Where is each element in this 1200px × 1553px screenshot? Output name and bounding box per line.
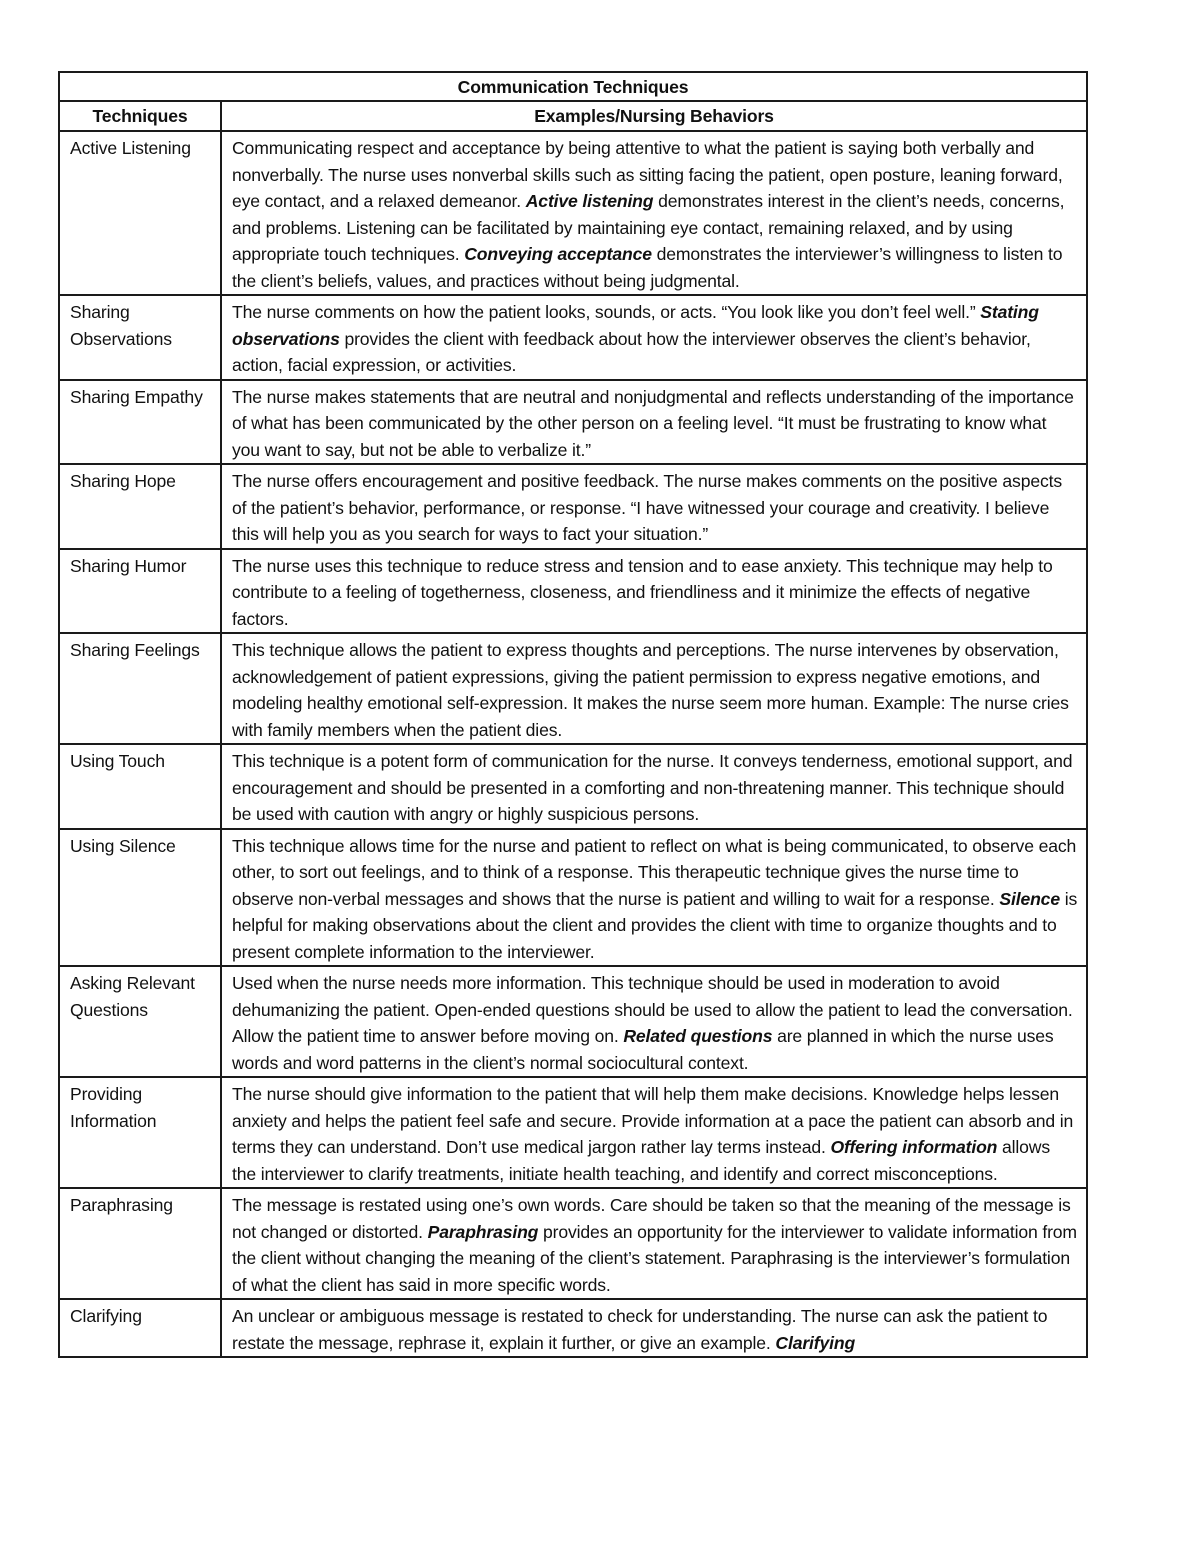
table-row — [59, 829, 1087, 967]
description-segment: allows the interviewer to clarify treatments, initiate health teaching, and identify and correct misconceptions. — [232, 1137, 1050, 1184]
technique-name: Sharing Empathy — [59, 380, 221, 465]
table-row — [59, 131, 1087, 295]
table-title-row — [59, 72, 1087, 101]
description-segment: An unclear or ambiguous message is restated to check for understanding. The nurse can ask the patient to restate the message, rephrase it, explain it further, or give an example. — [232, 1306, 1048, 1353]
technique-description — [221, 549, 1087, 634]
technique-name: Sharing Humor — [59, 549, 221, 634]
description-segment: The nurse makes statements that are neutral and nonjudgmental and reflects understanding of the importance of what has been communicated by the other person on a feeling level. “It must be frustrating to know what you want to say, but not be able to verbalize it.” — [232, 386, 1074, 460]
technique-description — [221, 464, 1087, 549]
description-segment: provides the client with feedback about how the interviewer observes the client’s behavior, action, facial expression, or activities. — [232, 328, 1031, 375]
technique-name: Using Touch — [59, 744, 221, 829]
description-text — [232, 553, 1078, 633]
description-segment: Used when the nurse needs more information. This technique should be used in moderation to avoid dehumanizing the patient. Open-ended questions should be used to allow the patient to lead the conversation. Allow the patient time to answer before moving on. — [232, 973, 1073, 1046]
technique-name: Paraphrasing — [59, 1188, 221, 1299]
table-row — [59, 464, 1087, 549]
description-text — [232, 1081, 1078, 1187]
technique-description — [221, 829, 1087, 967]
technique-name: Providing Information — [59, 1077, 221, 1188]
description-segment: are planned in which the nurse uses words and word patterns in the client’s normal sociocultural context. — [232, 1026, 1054, 1073]
technique-name: Using Silence — [59, 829, 221, 967]
description-segment: demonstrates interest in the client’s needs, concerns, and problems. Listening can be facilitated by maintaining eye contact, remaining relaxed, and by using appropriate touch techniques. — [232, 191, 1065, 264]
table-row — [59, 380, 1087, 465]
description-segment: The message is restated using one’s own words. Care should be taken so that the meaning of the message is not changed or distorted. — [232, 1195, 1071, 1242]
description-segment: is helpful for making observations about the client and provides the client with time to organize thoughts and to present complete information to the interviewer. — [232, 888, 1078, 962]
technique-name: Sharing Feelings — [59, 633, 221, 744]
description-text — [232, 384, 1078, 464]
description-segment: This technique allows time for the nurse and patient to reflect on what is being communicated, to observe each other, to sort out feelings, and to think of a response. This therapeutic technique gives the nurse time to observe non-verbal messages and shows that the nurse is patient and willing to wait for a response. — [232, 835, 1077, 909]
description-text — [232, 468, 1078, 548]
table-row — [59, 966, 1087, 1077]
description-text — [232, 299, 1078, 379]
description-segment: The nurse should give information to the patient that will help them make decisions. Knowledge helps lessen anxiety and helps the patient feel safe and secure. Provide information at a pace the patient can absorb and in terms they can understand. Don’t use medical jargon rather lay terms instead. — [232, 1084, 1074, 1157]
description-text — [232, 1303, 1078, 1356]
description-text — [232, 637, 1078, 743]
technique-description — [221, 633, 1087, 744]
column-header-techniques: Techniques — [59, 101, 221, 131]
description-text — [232, 1192, 1078, 1298]
emphasized-term: Offering information — [830, 1137, 998, 1157]
emphasized-term: Related questions — [623, 1026, 773, 1046]
table-body — [59, 131, 1087, 1357]
emphasized-term: Silence — [999, 888, 1060, 909]
table-row — [59, 1299, 1087, 1357]
description-text — [232, 970, 1078, 1076]
description-segment: This technique allows the patient to express thoughts and perceptions. The nurse intervenes by observation, acknowledgement of patient expressions, giving the patient permission to express negative emotions, and modeling healthy emotional self-expression. It makes the nurse seem more human. Example: The nurse cries with family members when the patient dies. — [232, 640, 1069, 740]
column-header-examples: Examples/Nursing Behaviors — [221, 101, 1087, 131]
emphasized-term: Clarifying — [775, 1332, 856, 1353]
description-text — [232, 135, 1078, 294]
table-row — [59, 1188, 1087, 1299]
emphasized-term: Active listening — [525, 191, 654, 211]
description-segment: The nurse uses this technique to reduce stress and tension and to ease anxiety. This technique may help to contribute to a feeling of togetherness, closeness, and friendliness and it minimize the effects of negative factors. — [232, 555, 1053, 629]
technique-name: Active Listening — [59, 131, 221, 295]
emphasized-term: Paraphrasing — [427, 1221, 539, 1242]
description-segment: The nurse comments on how the patient looks, sounds, or acts. “You look like you don’t feel well.” — [232, 302, 981, 322]
technique-description — [221, 131, 1087, 295]
technique-name: Asking Relevant Questions — [59, 966, 221, 1077]
technique-name: Sharing Observations — [59, 295, 221, 380]
description-segment: Communicating respect and acceptance by being attentive to what the patient is saying both verbally and nonverbally. The nurse uses nonverbal skills such as sitting facing the patient, open posture, leaning forward, eye contact, and a relaxed demeanor. — [232, 138, 1063, 211]
document-page — [58, 71, 1086, 1358]
technique-description — [221, 380, 1087, 465]
technique-name: Sharing Hope — [59, 464, 221, 549]
technique-name: Clarifying — [59, 1299, 221, 1357]
description-segment: The nurse offers encouragement and positive feedback. The nurse makes comments on the positive aspects of the patient’s behavior, performance, or response. “I have witnessed your courage and creativity. I believe this will help you as you search for ways to fact your situation.” — [232, 471, 1062, 544]
table-row — [59, 549, 1087, 634]
table-row — [59, 1077, 1087, 1188]
technique-description — [221, 1299, 1087, 1357]
table-row — [59, 295, 1087, 380]
table-row — [59, 633, 1087, 744]
technique-description — [221, 295, 1087, 380]
communication-techniques-table — [58, 71, 1088, 1358]
technique-description — [221, 744, 1087, 829]
description-segment: provides an opportunity for the interviewer to validate information from the client without changing the meaning of the client’s statement. Paraphrasing is the interviewer’s formulation of what the client has said in more specific words. — [232, 1221, 1077, 1295]
emphasized-term: Conveying acceptance — [464, 244, 652, 264]
technique-description — [221, 1188, 1087, 1299]
table-row — [59, 744, 1087, 829]
emphasized-term: Stating observations — [232, 302, 1039, 349]
table-title: Communication Techniques — [59, 72, 1087, 101]
table-header-row — [59, 101, 1087, 131]
description-text — [232, 833, 1078, 966]
technique-description — [221, 1077, 1087, 1188]
technique-description — [221, 966, 1087, 1077]
description-text — [232, 748, 1078, 828]
description-segment: demonstrates the interviewer’s willingness to listen to the client’s beliefs, values, and practices without being judgmental. — [232, 244, 1063, 291]
description-segment: This technique is a potent form of communication for the nurse. It conveys tenderness, emotional support, and encouragement and should be presented in a comforting and non-threatening manner. This technique should be used with caution with angry or highly suspicious persons. — [232, 751, 1073, 824]
